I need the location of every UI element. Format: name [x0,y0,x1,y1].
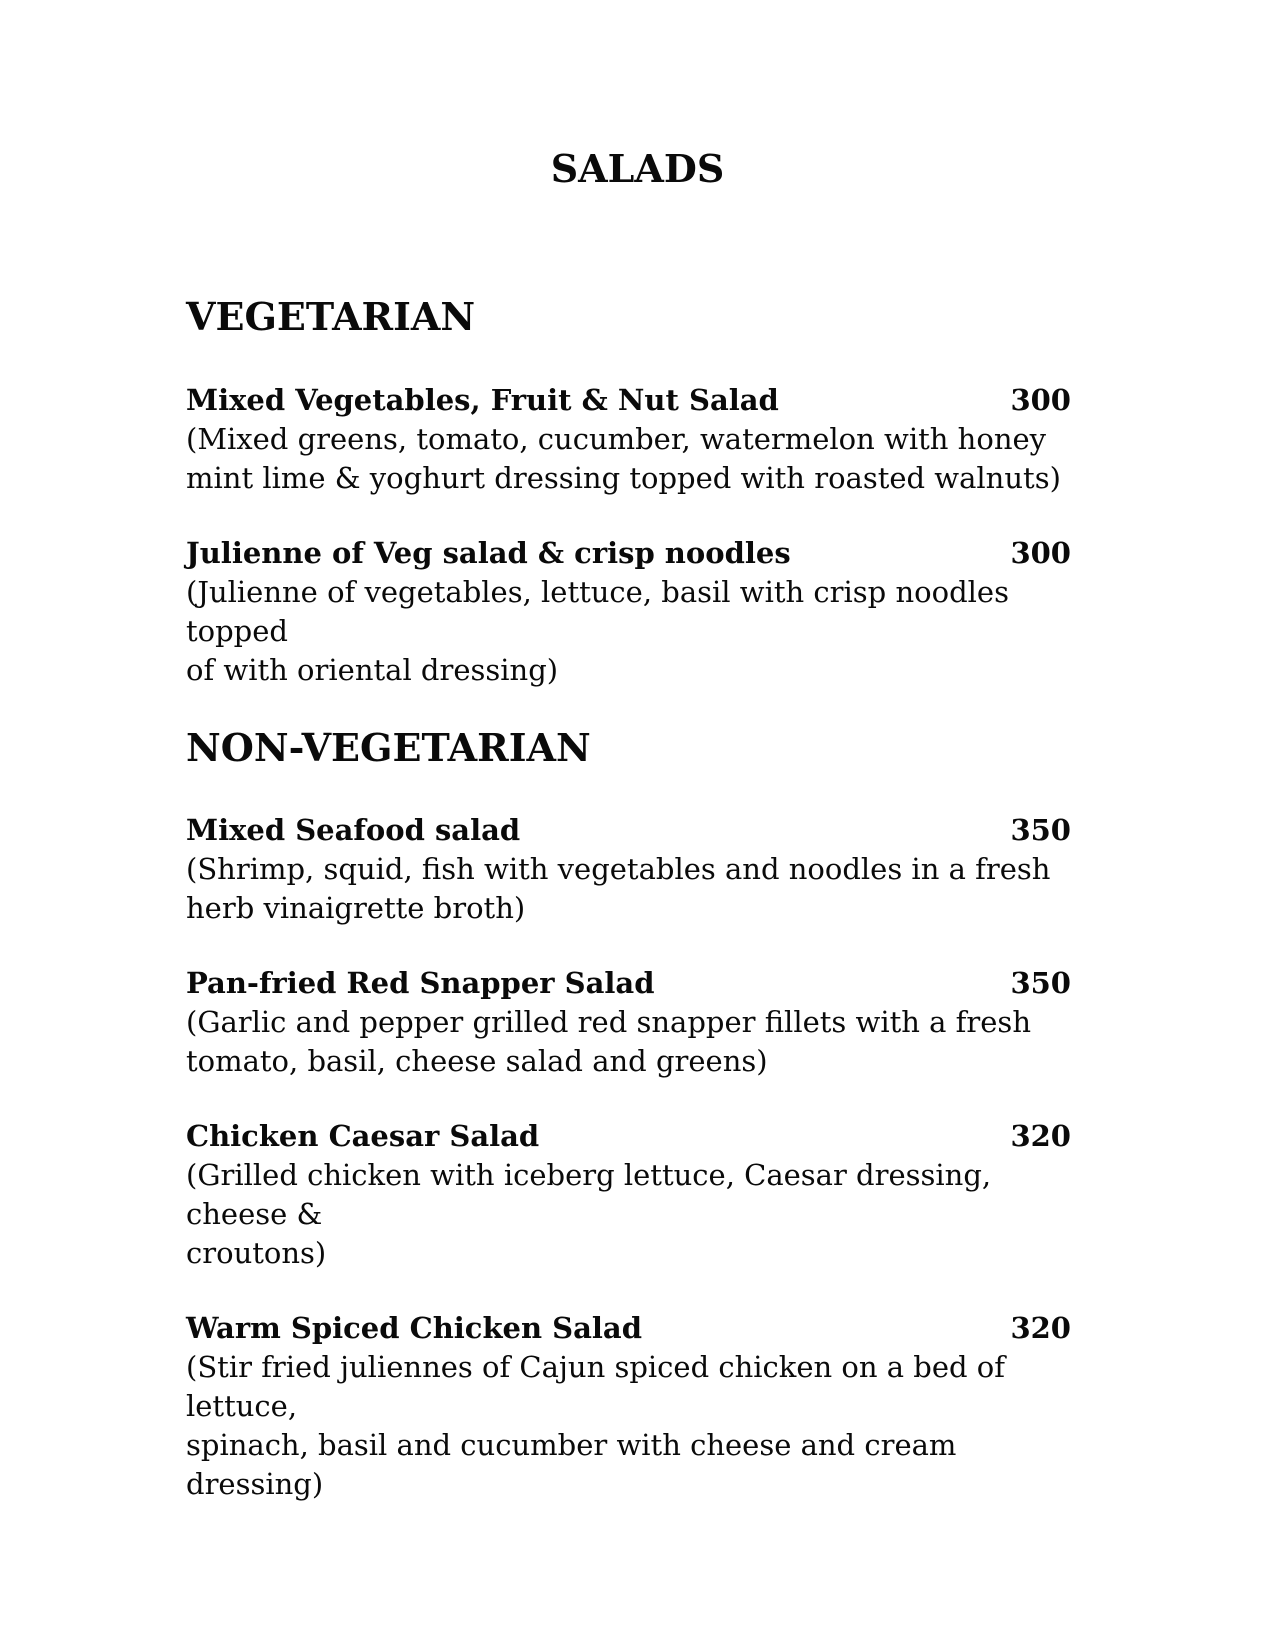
menu-item-header [186,1117,1071,1156]
menu-item-price: 350 [1010,966,1071,1001]
menu-item-description: (Shrimp, squid, fish with vegetables and noodles in a fresh herb vinaigrette broth) [186,852,1051,926]
menu-item-name: Pan-fried Red Snapper Salad [186,966,655,1001]
menu-item-name: Mixed Vegetables, Fruit & Nut Salad [186,382,779,417]
menu-item-description: (Mixed greens, tomato, cucumber, watermelon with honey mint lime & yoghurt dressing topped with roasted walnuts) [186,421,1061,495]
menu-item-header [186,534,1071,573]
menu-item-price: 320 [1010,1119,1071,1154]
menu-item-description: (Garlic and pepper grilled red snapper fillets with a fresh tomato, basil, cheese salad and greens) [186,1005,1031,1079]
menu-item-price: 320 [1010,1311,1071,1346]
menu-item [186,1117,1086,1273]
menu-item [186,1309,1086,1504]
menu-item [186,964,1086,1081]
page-title: SALADS [550,146,725,191]
menu-item [186,534,1086,690]
menu-item [186,381,1086,498]
section-heading-vegetarian: VEGETARIAN [186,294,476,339]
menu-item-header [186,381,1071,420]
menu-item-header [186,964,1071,1003]
menu-item-price: 350 [1010,813,1071,848]
menu-item-header [186,1309,1071,1348]
section-heading-non-vegetarian: NON-VEGETARIAN [186,724,591,770]
menu-item-description: (Julienne of vegetables, lettuce, basil with crisp noodles topped of with oriental dressing) [186,574,1009,687]
menu-item-name: Chicken Caesar Salad [186,1119,540,1154]
menu-item-name: Warm Spiced Chicken Salad [186,1311,642,1346]
menu-item-name: Mixed Seafood salad [186,813,521,848]
menu-item-name: Julienne of Veg salad & crisp noodles [186,535,791,570]
menu-content [186,295,1086,1540]
menu-item-description: (Grilled chicken with iceberg lettuce, Caesar dressing, cheese & croutons) [186,1158,992,1271]
menu-item-price: 300 [1010,382,1071,417]
menu-item-description: (Stir fried juliennes of Cajun spiced chicken on a bed of lettuce, spinach, basil and cucumber with cheese and cream dressing) [186,1350,1005,1502]
menu-item [186,811,1086,928]
menu-item-price: 300 [1010,535,1071,570]
menu-item-header [186,811,1071,850]
